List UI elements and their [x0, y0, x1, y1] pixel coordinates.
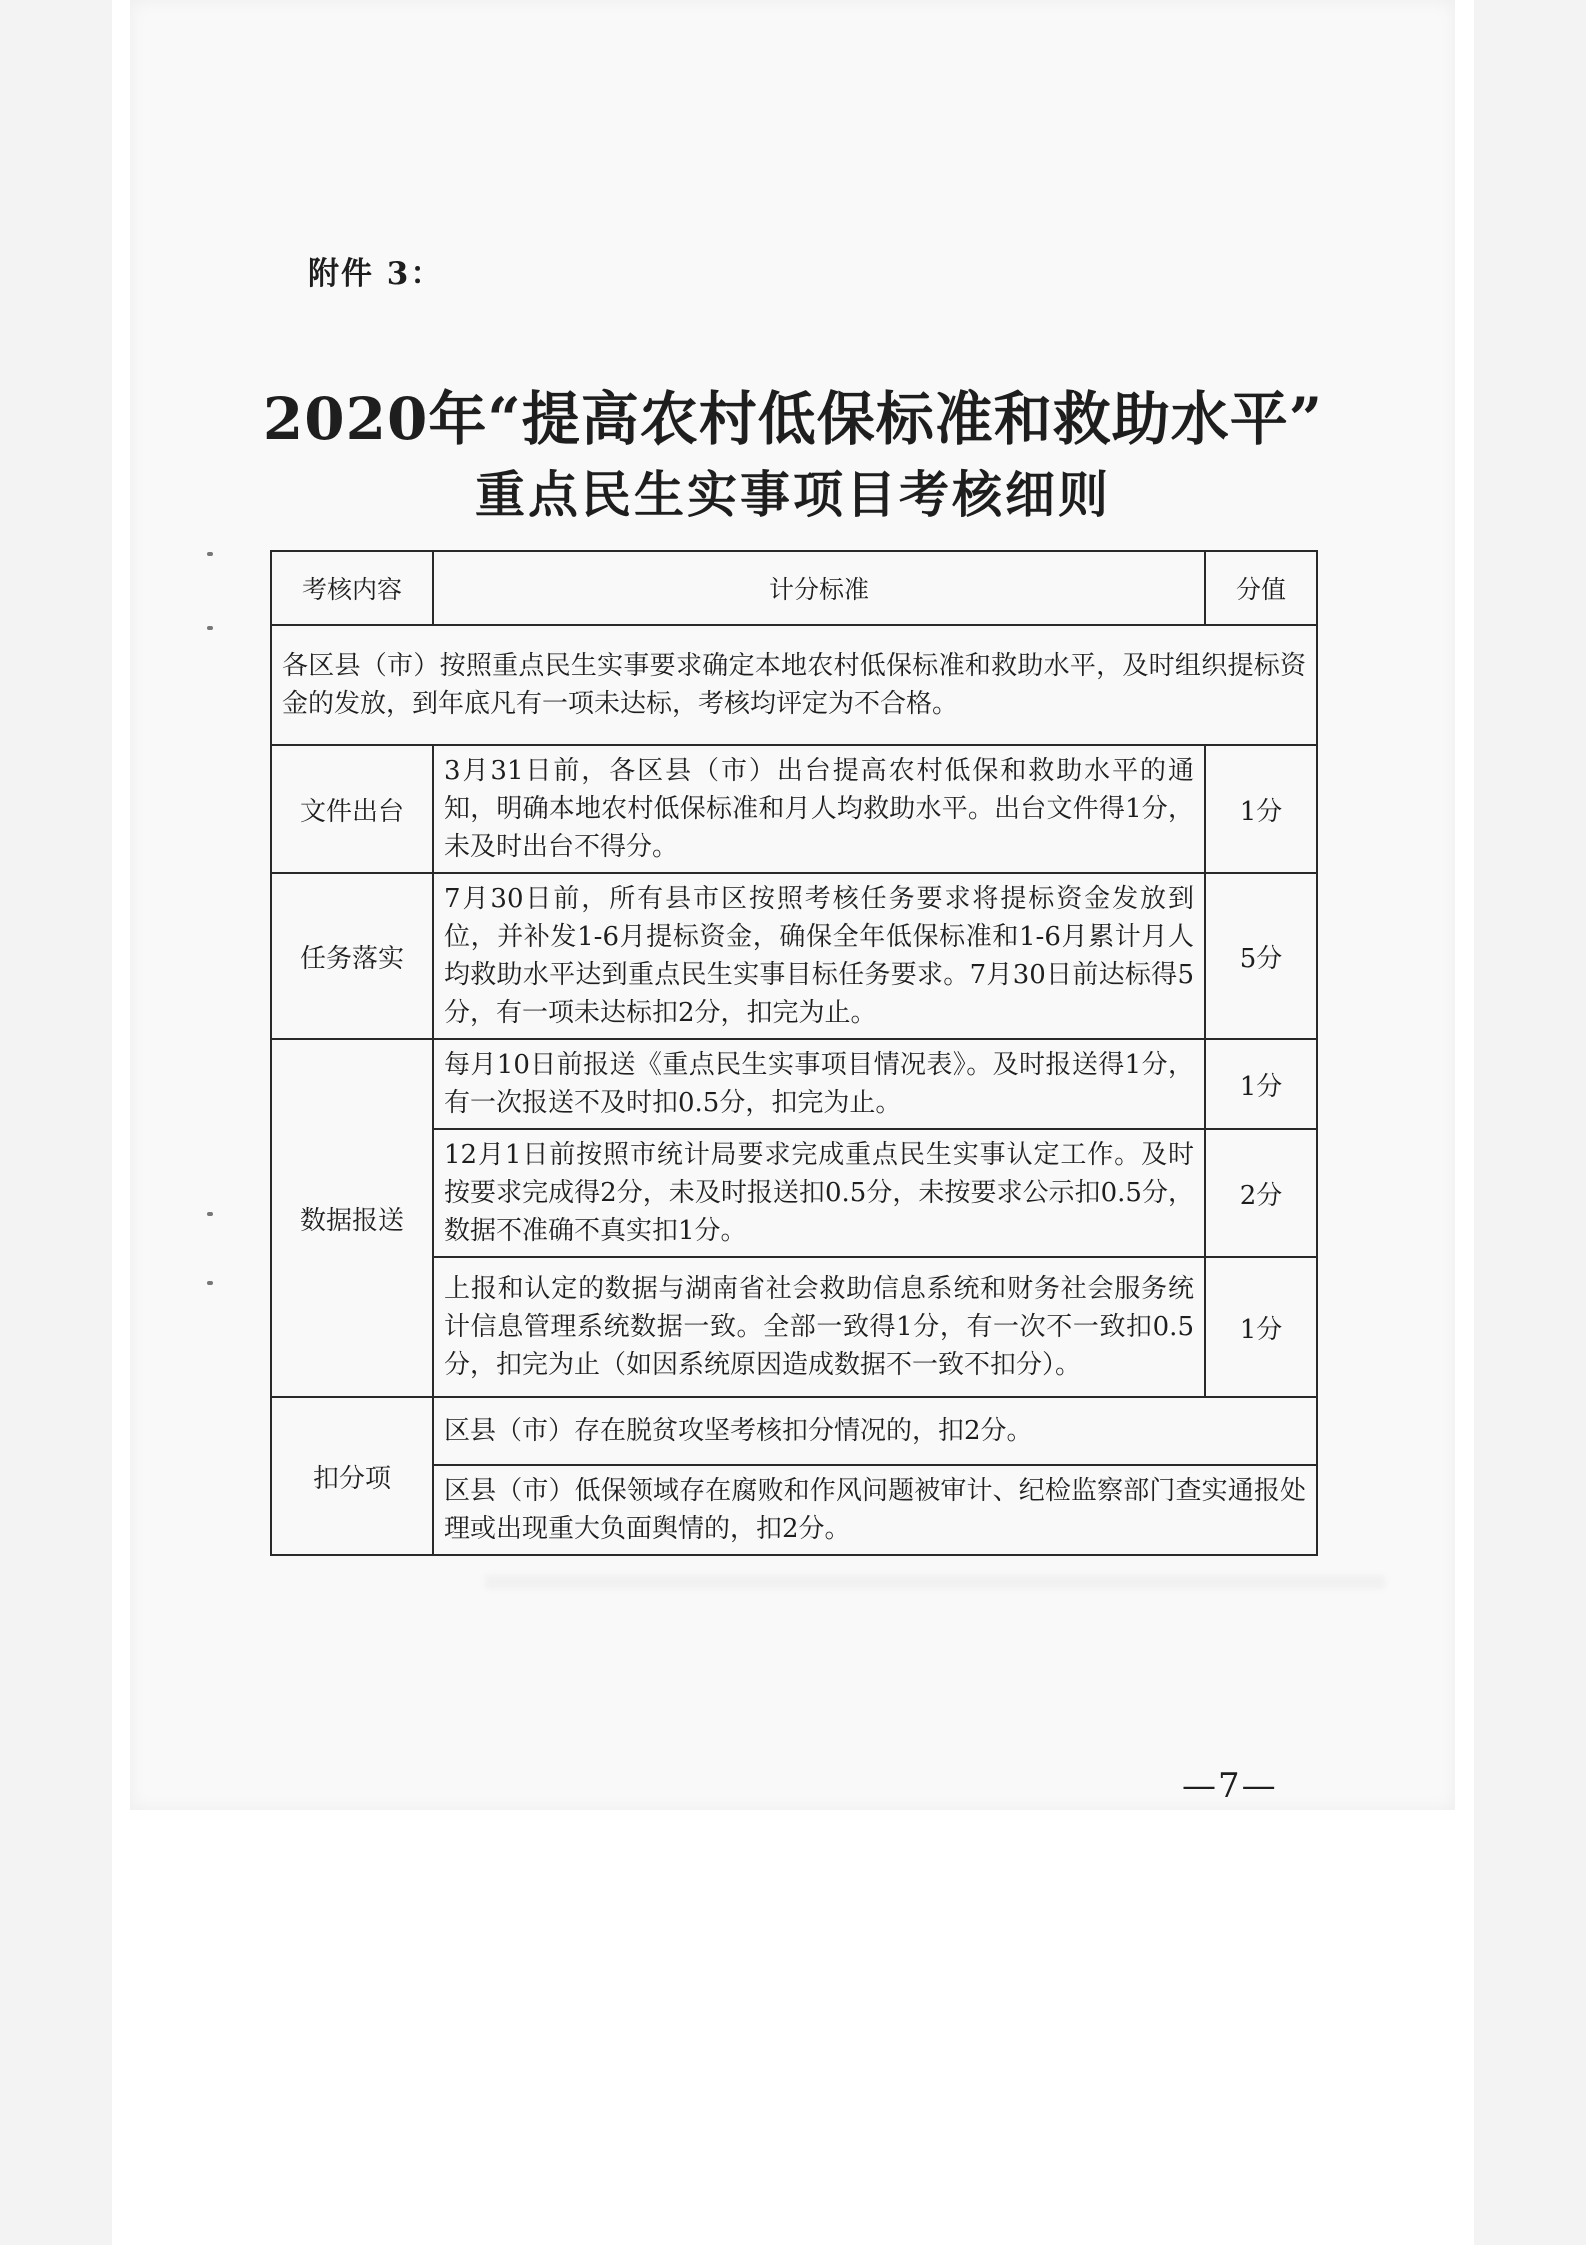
- criteria-cell: 3月31日前，各区县（市）出台提高农村低保和救助水平的通知，明确本地农村低保标准和月人均救助水平。出台文件得1分，未及时出台不得分。: [433, 745, 1205, 873]
- score-cell: 1分: [1205, 745, 1317, 873]
- page-number: —7—: [1182, 1766, 1278, 1806]
- document-title: 2020年“提高农村低保标准和救助水平”: [262, 385, 1324, 453]
- table-row: [271, 745, 1317, 873]
- score-cell: 1分: [1205, 1257, 1317, 1397]
- header-score: 分值: [1205, 551, 1317, 625]
- content-cell: 任务落实: [271, 873, 433, 1039]
- document-subtitle: 重点民生实事项目考核细则: [475, 465, 1111, 524]
- content-cell: 扣分项: [271, 1397, 433, 1555]
- table-row: [271, 873, 1317, 1039]
- criteria-cell: 上报和认定的数据与湖南省社会救助信息系统和财务社会服务统计信息管理系统数据一致。全部一致得1分，有一次不一致扣0.5分，扣完为止（如因系统原因造成数据不一致不扣分）。: [433, 1257, 1205, 1397]
- intro-text: 各区县（市）按照重点民生实事要求确定本地农村低保标准和救助水平，及时组织提标资金的发放，到年底凡有一项未达标，考核均评定为不合格。: [271, 625, 1317, 745]
- table-row: [271, 1039, 1317, 1129]
- criteria-cell: 12月1日前按照市统计局要求完成重点民生实事认定工作。及时按要求完成得2分，未及时报送扣0.5分，未按要求公示扣0.5分，数据不准确不真实扣1分。: [433, 1129, 1205, 1257]
- margin-mark: [207, 1281, 213, 1285]
- criteria-cell: 7月30日前，所有县市区按照考核任务要求将提标资金发放到位，并补发1-6月提标资金，确保全年低保标准和1-6月累计月人均救助水平达到重点民生实事目标任务要求。7月30日前达标得5分，有一项未达标扣2分，扣完为止。: [433, 873, 1205, 1039]
- scan-artifact: [485, 1575, 1385, 1589]
- header-content: 考核内容: [271, 551, 433, 625]
- intro-row: [271, 625, 1317, 745]
- criteria-cell: 区县（市）低保领域存在腐败和作风问题被审计、纪检监察部门查实通报处理或出现重大负面舆情的，扣2分。: [433, 1465, 1317, 1555]
- margin-mark: [207, 1212, 213, 1216]
- table-header-row: [271, 551, 1317, 625]
- table-row: [271, 1397, 1317, 1465]
- criteria-cell: 区县（市）存在脱贫攻坚考核扣分情况的，扣2分。: [433, 1397, 1317, 1465]
- attachment-label: 附件 3：: [308, 256, 444, 292]
- assessment-table: [270, 550, 1318, 1556]
- criteria-cell: 每月10日前报送《重点民生实事项目情况表》。及时报送得1分，有一次报送不及时扣0.5分，扣完为止。: [433, 1039, 1205, 1129]
- margin-mark: [207, 626, 213, 630]
- margin-mark: [207, 552, 213, 556]
- score-cell: 1分: [1205, 1039, 1317, 1129]
- header-criteria: 计分标准: [433, 551, 1205, 625]
- score-cell: 2分: [1205, 1129, 1317, 1257]
- score-cell: 5分: [1205, 873, 1317, 1039]
- content-cell: 数据报送: [271, 1039, 433, 1397]
- content-cell: 文件出台: [271, 745, 433, 873]
